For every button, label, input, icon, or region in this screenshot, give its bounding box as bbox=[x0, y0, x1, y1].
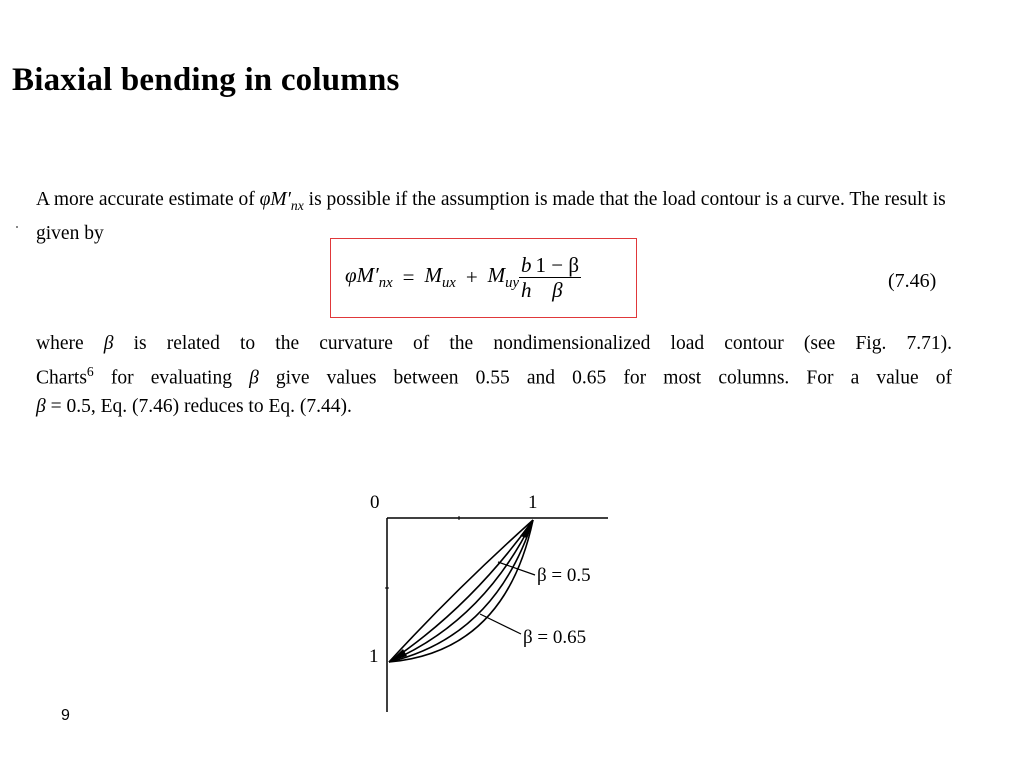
beta-symbol: β bbox=[36, 395, 46, 417]
phi-moment-subscript: nx bbox=[290, 197, 304, 213]
equation-term-mux-base: M bbox=[424, 262, 442, 287]
load-contour-figure bbox=[355, 480, 625, 715]
equation-term-mux bbox=[424, 263, 455, 292]
figure-curve-label-beta-05: β = 0.5 bbox=[537, 565, 591, 586]
phi-moment-symbol bbox=[259, 189, 304, 213]
figure-curve-label-beta-065: β = 0.65 bbox=[523, 627, 587, 648]
equation-lhs-subscript: nx bbox=[378, 275, 393, 292]
paragraph-explanation-line-2 bbox=[36, 358, 952, 393]
equation-number: (7.46) bbox=[888, 270, 937, 292]
figure-curve-4 bbox=[389, 520, 533, 662]
figure-origin-label: 0 bbox=[370, 492, 380, 513]
figure-curve-straight bbox=[389, 520, 533, 662]
equation bbox=[345, 253, 581, 302]
equation-plus: + bbox=[465, 265, 478, 289]
line3-text-a: = 0.5, Eq. (7.46) reduces to Eq. (7.44). bbox=[45, 395, 352, 417]
slide-title: Biaxial bending in columns bbox=[12, 62, 400, 98]
fraction-one-minus-beta: 1 − β bbox=[535, 253, 580, 277]
paragraph-explanation-line-3 bbox=[36, 393, 952, 421]
figure-y-axis-label: 1 bbox=[369, 646, 379, 667]
paragraph-intro-text-2: is possible if the assumption is made that the load contour is a curve. The result is given by bbox=[36, 189, 946, 244]
figure-x-axis-label: 1 bbox=[528, 492, 538, 513]
line2-text-a: Charts bbox=[36, 367, 87, 389]
figure-curve-3 bbox=[389, 520, 533, 662]
line2-text-c: give values between 0.55 and 0.65 for most columns. For a value of bbox=[258, 367, 952, 389]
line1-text-b: is related to the curvature of the nondimensionalized load contour (see Fig. 7.71). bbox=[113, 333, 952, 354]
line1-text-a: where bbox=[36, 333, 104, 354]
paragraph-explanation-line-1 bbox=[36, 330, 952, 358]
paragraph-intro-text-1: A more accurate estimate of bbox=[36, 189, 260, 210]
equation-term-muy bbox=[488, 263, 519, 292]
beta-symbol: β bbox=[103, 333, 114, 354]
equation-fraction-b-over-h bbox=[519, 253, 534, 302]
line2-text-b: for evaluating bbox=[93, 367, 250, 389]
figure-curve-2 bbox=[389, 520, 533, 662]
beta-symbol: β bbox=[249, 367, 259, 389]
paragraph-explanation bbox=[36, 330, 952, 421]
footnote-marker: 6 bbox=[86, 364, 94, 379]
stray-dot bbox=[16, 226, 18, 228]
equation-term-muy-base: M bbox=[487, 262, 506, 287]
equation-equals: = bbox=[402, 265, 415, 289]
fraction-beta: β bbox=[552, 278, 563, 302]
phi-moment-base: φM′ bbox=[259, 189, 291, 210]
equation-lhs bbox=[345, 263, 393, 292]
equation-box bbox=[330, 238, 637, 318]
figure-leader-beta-065 bbox=[480, 614, 521, 634]
equation-fraction-beta bbox=[534, 253, 582, 302]
figure-curve-outer bbox=[389, 520, 533, 662]
page-number: 9 bbox=[61, 707, 70, 724]
equation-lhs-base: φM′ bbox=[345, 262, 379, 287]
equation-term-mux-subscript: ux bbox=[441, 275, 456, 292]
fraction-h: h bbox=[521, 278, 532, 302]
fraction-b: b bbox=[521, 253, 532, 277]
equation-term-muy-subscript: uy bbox=[505, 275, 520, 292]
